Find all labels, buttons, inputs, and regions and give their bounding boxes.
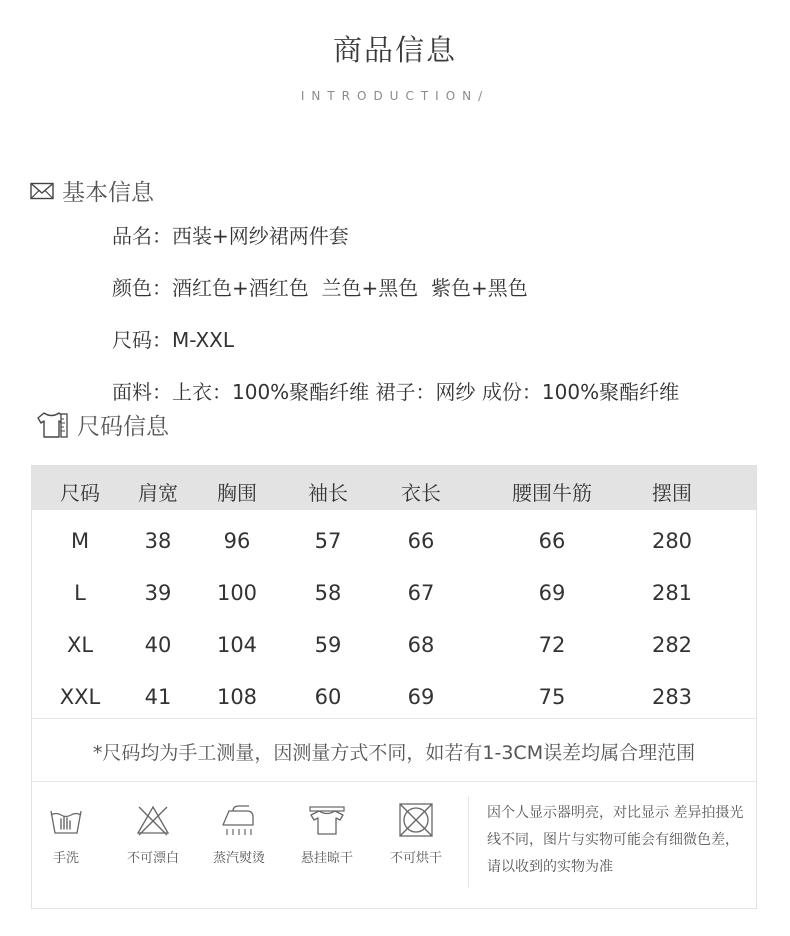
no-bleach-icon <box>108 803 198 837</box>
table-cell: 69 <box>538 581 566 605</box>
info-product-name: 品名：西装+网纱裙两件套 <box>112 224 349 248</box>
table-cell: 67 <box>407 581 435 605</box>
care-item-no-tumble-dry <box>371 803 461 866</box>
color-disclaimer: 因个人显示器明亮，对比显示 差异拍摄光线不同，图片与实物可能会有细微色差，请以收到的实物为准 <box>487 805 744 875</box>
size-table <box>31 465 757 909</box>
measurement-note: *尺码均为手工测量，因测量方式不同，如若有1-3CM误差均属合理范围 <box>92 742 696 764</box>
info-sizes: 尺码：M-XXL <box>112 328 235 352</box>
care-label: 蒸汽熨烫 <box>212 851 265 866</box>
care-label: 手洗 <box>52 851 79 866</box>
column-header-bust: 胸围 <box>217 481 257 505</box>
page-subtitle: INTRODUCTION/ <box>300 89 490 103</box>
table-cell: 282 <box>651 633 693 657</box>
info-colors: 颜色：酒红色+酒红色 兰色+黑色 紫色+黑色 <box>112 276 528 300</box>
column-header-sleeve: 袖长 <box>308 481 348 505</box>
care-item-hand-wash <box>21 803 111 866</box>
care-label: 不可漂白 <box>126 851 179 866</box>
table-cell: 108 <box>216 685 258 709</box>
column-header-length: 衣长 <box>401 481 441 505</box>
tshirt-ruler-icon <box>37 411 71 439</box>
care-item-no-bleach <box>108 803 198 866</box>
column-header-size: 尺码 <box>60 481 100 505</box>
care-divider <box>468 796 469 888</box>
table-cell: 281 <box>651 581 693 605</box>
table-cell: 104 <box>216 633 258 657</box>
table-cell: 75 <box>538 685 566 709</box>
table-cell: 72 <box>538 633 566 657</box>
care-label: 悬挂晾干 <box>300 851 353 866</box>
column-header-shoulder: 肩宽 <box>138 481 178 505</box>
table-cell: XXL <box>59 685 101 709</box>
size-table-header <box>32 466 756 510</box>
table-cell: L <box>74 581 86 605</box>
table-divider <box>32 718 756 719</box>
size-info-heading <box>37 408 169 441</box>
care-item-hang-dry <box>282 803 372 866</box>
column-header-hem: 摆围 <box>652 481 692 505</box>
basic-info-heading-label: 基本信息 <box>62 180 154 206</box>
table-cell: 38 <box>144 529 172 553</box>
table-cell: 280 <box>651 529 693 553</box>
table-cell: 100 <box>216 581 258 605</box>
info-fabric: 面料：上衣：100%聚酯纤维 裙子：网纱 成份：100%聚酯纤维 <box>112 380 680 404</box>
table-cell: 96 <box>223 529 251 553</box>
steam-iron-icon <box>194 803 284 837</box>
table-cell: M <box>70 529 90 553</box>
table-cell: 66 <box>538 529 566 553</box>
hand-wash-icon <box>21 803 111 837</box>
table-cell: 57 <box>314 529 342 553</box>
table-cell: 60 <box>314 685 342 709</box>
table-cell: 39 <box>144 581 172 605</box>
column-header-waist: 腰围牛筋 <box>512 481 592 505</box>
table-cell: 68 <box>407 633 435 657</box>
table-cell: 283 <box>651 685 693 709</box>
table-cell: 66 <box>407 529 435 553</box>
table-cell: 40 <box>144 633 172 657</box>
page-title: 商品信息 <box>332 33 457 67</box>
table-cell: 69 <box>407 685 435 709</box>
hang-dry-icon <box>282 803 372 837</box>
table-cell: XL <box>66 633 94 657</box>
care-label: 不可烘干 <box>389 851 442 866</box>
no-tumble-dry-icon <box>371 803 461 837</box>
size-info-heading-label: 尺码信息 <box>77 414 169 440</box>
table-cell: 41 <box>144 685 172 709</box>
basic-info-heading <box>30 174 154 207</box>
care-item-steam-iron <box>194 803 284 866</box>
table-cell: 58 <box>314 581 342 605</box>
note-divider <box>32 781 756 782</box>
envelope-icon <box>30 182 54 200</box>
table-cell: 59 <box>314 633 342 657</box>
